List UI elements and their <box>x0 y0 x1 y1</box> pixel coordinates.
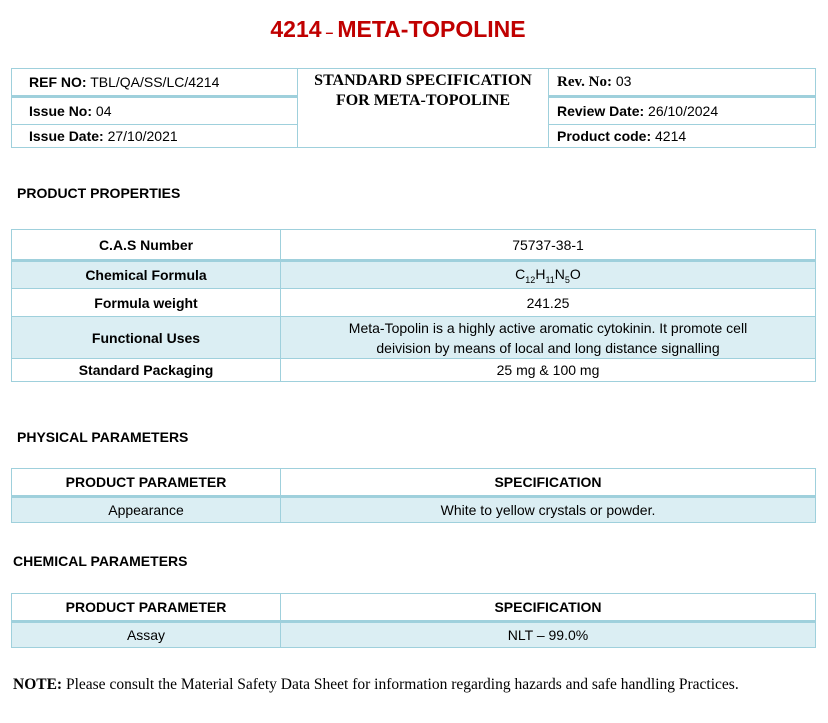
assay-value: NLT – 99.0% <box>281 622 816 648</box>
review-date-label: Review Date: <box>557 103 645 119</box>
note-label: NOTE: <box>13 676 63 693</box>
header-table <box>11 68 816 148</box>
appearance-value: White to yellow crystals or powder. <box>281 497 816 523</box>
issue-no-cell <box>12 97 298 125</box>
formula-weight-value: 241.25 <box>281 289 816 317</box>
formula-h: H <box>535 265 546 282</box>
formula-n-count: 5 <box>564 274 570 285</box>
formula-o: O <box>569 265 581 282</box>
issue-date-label: Issue Date: <box>29 128 104 144</box>
functional-uses-line1: Meta-Topolin is a highly active aromatic cytokinin. It promote cell <box>348 319 748 336</box>
chemical-parameters-table <box>11 593 816 648</box>
physical-col-specification: SPECIFICATION <box>281 469 816 497</box>
formula-label: Chemical Formula <box>12 261 281 289</box>
rev-no-value: 03 <box>615 73 632 89</box>
product-properties-table <box>11 229 816 382</box>
physical-parameters-table <box>11 468 816 523</box>
chemical-parameters-heading: CHEMICAL PARAMETERS <box>13 553 188 569</box>
title-dash: – <box>325 24 334 40</box>
physical-parameters-heading: PHYSICAL PARAMETERS <box>17 429 189 445</box>
formula-c: C <box>515 265 526 282</box>
formula-value <box>281 261 816 289</box>
formula-n: N <box>554 265 565 282</box>
packaging-value: 25 mg & 100 mg <box>281 359 816 382</box>
review-date-value: 26/10/2024 <box>648 103 719 119</box>
rev-no-cell <box>549 69 816 97</box>
issue-date-value: 27/10/2021 <box>107 128 178 144</box>
note-text: Please consult the Material Safety Data Sheet for information regarding hazards and safe handling Practices. <box>62 676 739 693</box>
product-code-cell <box>549 125 816 148</box>
title-name: META-TOPOLINE <box>337 16 526 42</box>
functional-uses-value <box>281 317 816 359</box>
formula-h-count: 11 <box>545 274 555 285</box>
ref-no-label: REF NO: <box>29 74 87 90</box>
ref-no-value: TBL/QA/SS/LC/4214 <box>90 74 220 90</box>
chemical-col-parameter: PRODUCT PARAMETER <box>12 594 281 622</box>
packaging-label: Standard Packaging <box>12 359 281 382</box>
formula-weight-label: Formula weight <box>12 289 281 317</box>
note <box>13 676 739 694</box>
functional-uses-line2: deivision by means of local and long distance signalling <box>376 339 720 356</box>
product-code-label: Product code: <box>557 128 652 144</box>
document-title <box>0 16 796 43</box>
formula-c-count: 12 <box>525 274 536 285</box>
issue-date-cell <box>12 125 298 148</box>
rev-no-label: Rev. No: <box>557 74 612 90</box>
issue-no-value: 04 <box>95 103 112 119</box>
product-code-value: 4214 <box>655 128 687 144</box>
review-date-cell <box>549 97 816 125</box>
cas-value: 75737-38-1 <box>281 230 816 261</box>
header-center-title <box>298 69 549 148</box>
ref-no-cell <box>12 69 298 97</box>
physical-col-parameter: PRODUCT PARAMETER <box>12 469 281 497</box>
header-title-line1: STANDARD SPECIFICATION <box>314 72 532 89</box>
appearance-label: Appearance <box>12 497 281 523</box>
product-properties-heading: PRODUCT PROPERTIES <box>17 185 181 201</box>
header-title-line2: FOR META-TOPOLINE <box>335 92 511 109</box>
assay-label: Assay <box>12 622 281 648</box>
functional-uses-label: Functional Uses <box>12 317 281 359</box>
cas-label: C.A.S Number <box>12 230 281 261</box>
chemical-col-specification: SPECIFICATION <box>281 594 816 622</box>
issue-no-label: Issue No: <box>29 103 93 119</box>
title-code: 4214 <box>270 16 322 42</box>
